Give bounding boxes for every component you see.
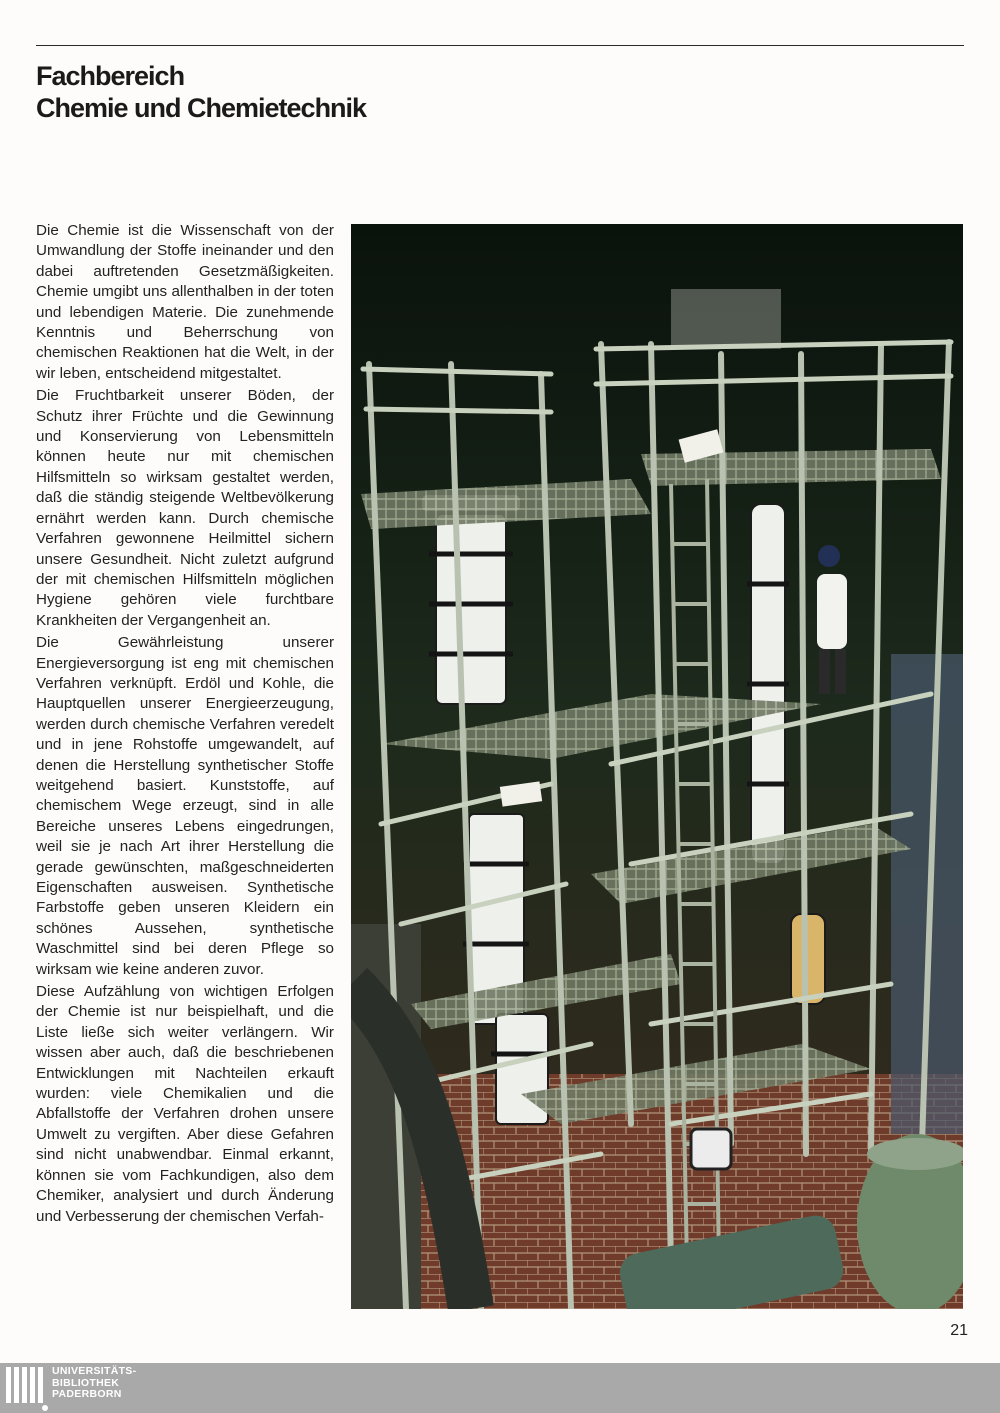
page-title bbox=[36, 60, 366, 124]
paragraph-2: Die Fruchtbarkeit unserer Böden, der Schutz ihrer Früchte und die Gewinnung und Konservierung von Lebensmitteln können heute nur mit chemischen Hilfsmitteln so wirksam gestaltet werden, daß die ständig steigende Weltbevölkerung ernährt werden kann. Durch chemische Verfahren gewonnene Heilmittel sichern unsere Gesundheit. Nicht zuletzt aufgrund der mit chemischen Hilfsmitteln möglichen Hygiene gehören viele furchtbare Krankheiten der Vergangenheit an. bbox=[36, 387, 334, 629]
library-name bbox=[52, 1366, 136, 1401]
library-footer bbox=[0, 1363, 1000, 1413]
paragraph-3: Die Gewährleistung unserer Energieversorgung ist eng mit chemischen Verfahren verknüpft. Erdöl und Kohle, die Hauptquellen unserer Energieerzeugung, werden durch chemische Verfahren veredelt und in jene Rohstoffe umgewandelt, auf denen die Herstellung synthetischer Stoffe weitgehend basiert. Kunststoffe, auf chemischem Wege erzeugt, sind in alle Bereiche unseres Lebens eingedrungen, weil sie je nach Art ihrer Herstellung die gerade gewünschten, maßgeschneiderten Eigenschaften ausweisen. Synthetische Farbstoffe geben unseren Kleidern ein schönes Aussehen, synthetische Waschmittel sind bei deren Pflege so wirksam wie keine anderen zuvor. bbox=[36, 634, 334, 978]
title-line-1: Fachbereich bbox=[36, 61, 185, 91]
title-line-2: Chemie und Chemietechnik bbox=[36, 93, 367, 123]
body-text bbox=[36, 221, 334, 1229]
paragraph-1: Die Chemie ist die Wissenschaft von der Umwandlung der Stoffe ineinander und den dabei auftretenden Gesetzmäßigkeiten. Chemie umgibt uns allenthalben in der toten und lebendigen Materie. Die zunehmende Kenntnis und Beherrschung von chemischen Reaktionen hat die Welt, in der wir leben, entscheidend mitgestaltet. bbox=[36, 222, 334, 382]
paragraph-4: Diese Aufzählung von wichtigen Erfolgen der Chemie ist nur beispielhaft, und die Liste ließe sich weiter verlängern. Wir wissen aber auch, daß die beschriebenen Entwicklungen mit Nachteilen erkauft wurden: viele Chemikalien und die Abfallstoffe der Verfahren drohen unsere Umwelt zu vergiften. Aber diese Gefahren sind nicht unabwendbar. Einmal erkannt, können sie vom Fachkundigen, also dem Chemiker, analysiert und durch Änderung und Verbesserung der chemischen Verfah- bbox=[36, 983, 334, 1225]
scaffold-illustration bbox=[351, 224, 963, 1309]
top-rule bbox=[36, 45, 964, 46]
lab-plant-photo bbox=[351, 224, 963, 1309]
library-name-line-2: BIBLIOTHEK bbox=[52, 1376, 120, 1389]
library-name-line-1: UNIVERSITÄTS- bbox=[52, 1365, 137, 1377]
library-name-line-3: PADERBORN bbox=[52, 1388, 122, 1400]
library-logo-icon bbox=[4, 1367, 48, 1409]
page-number: 21 bbox=[950, 1322, 968, 1339]
